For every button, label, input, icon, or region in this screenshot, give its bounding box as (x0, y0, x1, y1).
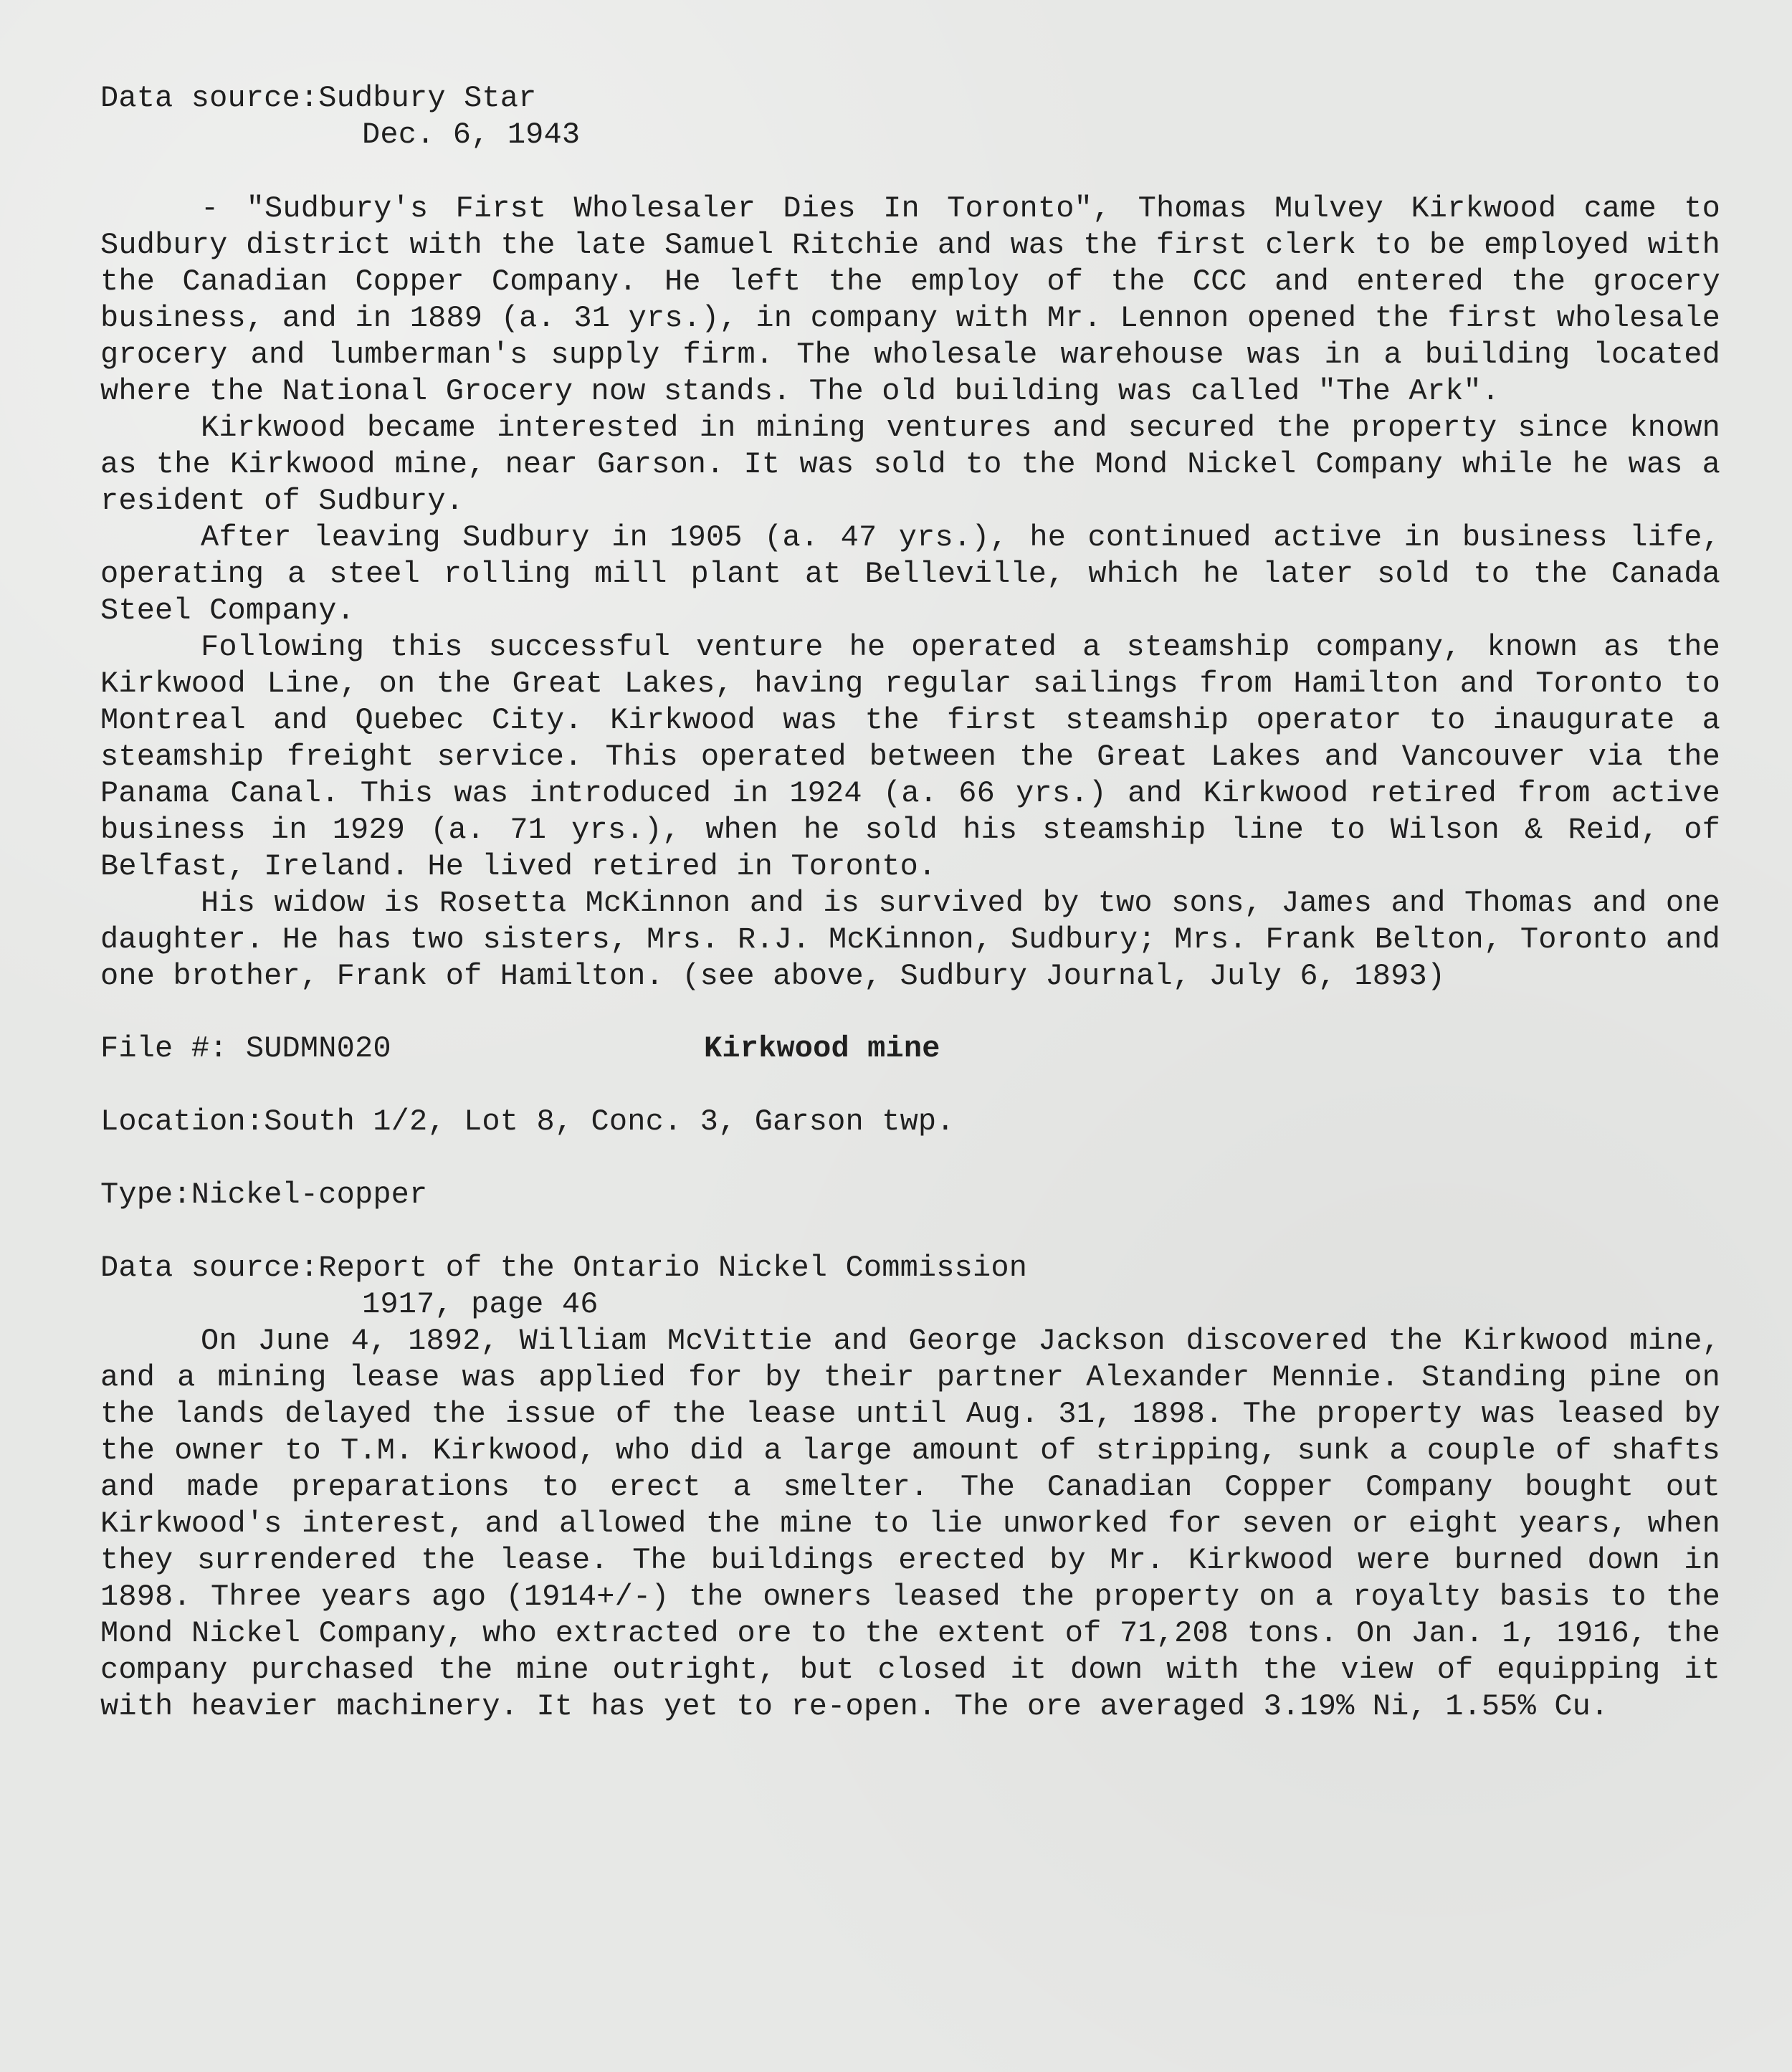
obituary-paragraph-4: Following this successful venture he operated a steamship company, known as the Kirkwood Line, on the Great Lakes, having regular sailings from Hamilton and Toronto to Montreal and Quebec City. Kirkwood was the first steamship operator to inaugurate a steamship freight service. This operated between the Great Lakes and Vancouver via the Panama Canal. This was introduced in 1924 (a. 66 yrs.) and Kirkwood retired from active business in 1929 (a. 71 yrs.), when he sold his steamship line to Wilson & Reid, of Belfast, Ireland. He lived retired in Toronto. (100, 630, 1720, 884)
location-label: Location: (100, 1104, 264, 1139)
data-source-sudbury-star (100, 80, 1720, 153)
data-source-date: Dec. 6, 1943 (362, 118, 581, 152)
location-row (100, 1104, 1720, 1140)
file-title: Kirkwood mine (704, 1031, 940, 1066)
obituary-paragraph-3: After leaving Sudbury in 1905 (a. 47 yrs.), he continued active in business life, operating a steel rolling mill plant at Belleville, which he later sold to the Canada Steel Company. (100, 520, 1720, 628)
data-source-2-label: Data source: (100, 1251, 319, 1285)
file-header (100, 1031, 1720, 1067)
data-source-2-page: 1917, page 46 (362, 1287, 599, 1322)
document-text (100, 80, 1720, 1725)
data-source-2-name: Report of the Ontario Nickel Commission (318, 1251, 1028, 1285)
type-label: Type: (100, 1178, 191, 1212)
data-source-ontario-report (100, 1250, 1720, 1323)
file-label: File #: (100, 1031, 228, 1066)
obituary-paragraph-5: His widow is Rosetta McKinnon and is survived by two sons, James and Thomas and one daughter. He has two sisters, Mrs. R.J. McKinnon, Sudbury; Mrs. Frank Belton, Toronto and one brother, Frank of Hamilton. (see above, Sudbury Journal, July 6, 1893) (100, 886, 1720, 993)
data-source-line-1 (100, 80, 1720, 117)
data-source-name: Sudbury Star (318, 81, 537, 115)
mine-history-paragraph: On June 4, 1892, William McVittie and George Jackson discovered the Kirkwood mine, and a mining lease was applied for by their partner Alexander Mennie. Standing pine on the lands delayed the issue of the lease until Aug. 31, 1898. The property was leased by the owner to T.M. Kirkwood, who did a large amount of stripping, sunk a couple of shafts and made preparations to erect a smelter. The Canadian Copper Company bought out Kirkwood's interest, and allowed the mine to lie unworked for seven or eight years, when they surrendered the lease. The buildings erected by Mr. Kirkwood were burned down in 1898. Three years ago (1914+/-) the owners leased the property on a royalty basis to the Mond Nickel Company, who extracted ore to the extent of 71,208 tons. On Jan. 1, 1916, the company purchased the mine outright, but closed it down with the view of equipping it with heavier machinery. It has yet to re-open. The ore averaged 3.19% Ni, 1.55% Cu. (100, 1324, 1720, 1724)
type-value: Nickel-copper (191, 1178, 428, 1212)
data-source-label: Data source: (100, 81, 319, 115)
file-number-group (100, 1031, 704, 1067)
obituary-section (100, 191, 1720, 995)
obituary-paragraph-1: - "Sudbury's First Wholesaler Dies In Toronto", Thomas Mulvey Kirkwood came to Sudbury district with the late Samuel Ritchie and was the first clerk to be employed with the Canadian Copper Company. He left the employ of the CCC and entered the grocery business, and in 1889 (a. 31 yrs.), in company with Mr. Lennon opened the first wholesale grocery and lumberman's supply firm. The wholesale warehouse was in a building located where the National Grocery now stands. The old building was called "The Ark". (100, 191, 1720, 409)
data-source-2-line-1 (100, 1250, 1720, 1286)
type-row (100, 1177, 1720, 1213)
file-number: SUDMN020 (227, 1031, 391, 1066)
obituary-paragraph-2: Kirkwood became interested in mining ventures and secured the property since known as the Kirkwood mine, near Garson. It was sold to the Mond Nickel Company while he was a resident of Sudbury. (100, 411, 1720, 518)
location-value: South 1/2, Lot 8, Conc. 3, Garson twp. (264, 1104, 955, 1139)
